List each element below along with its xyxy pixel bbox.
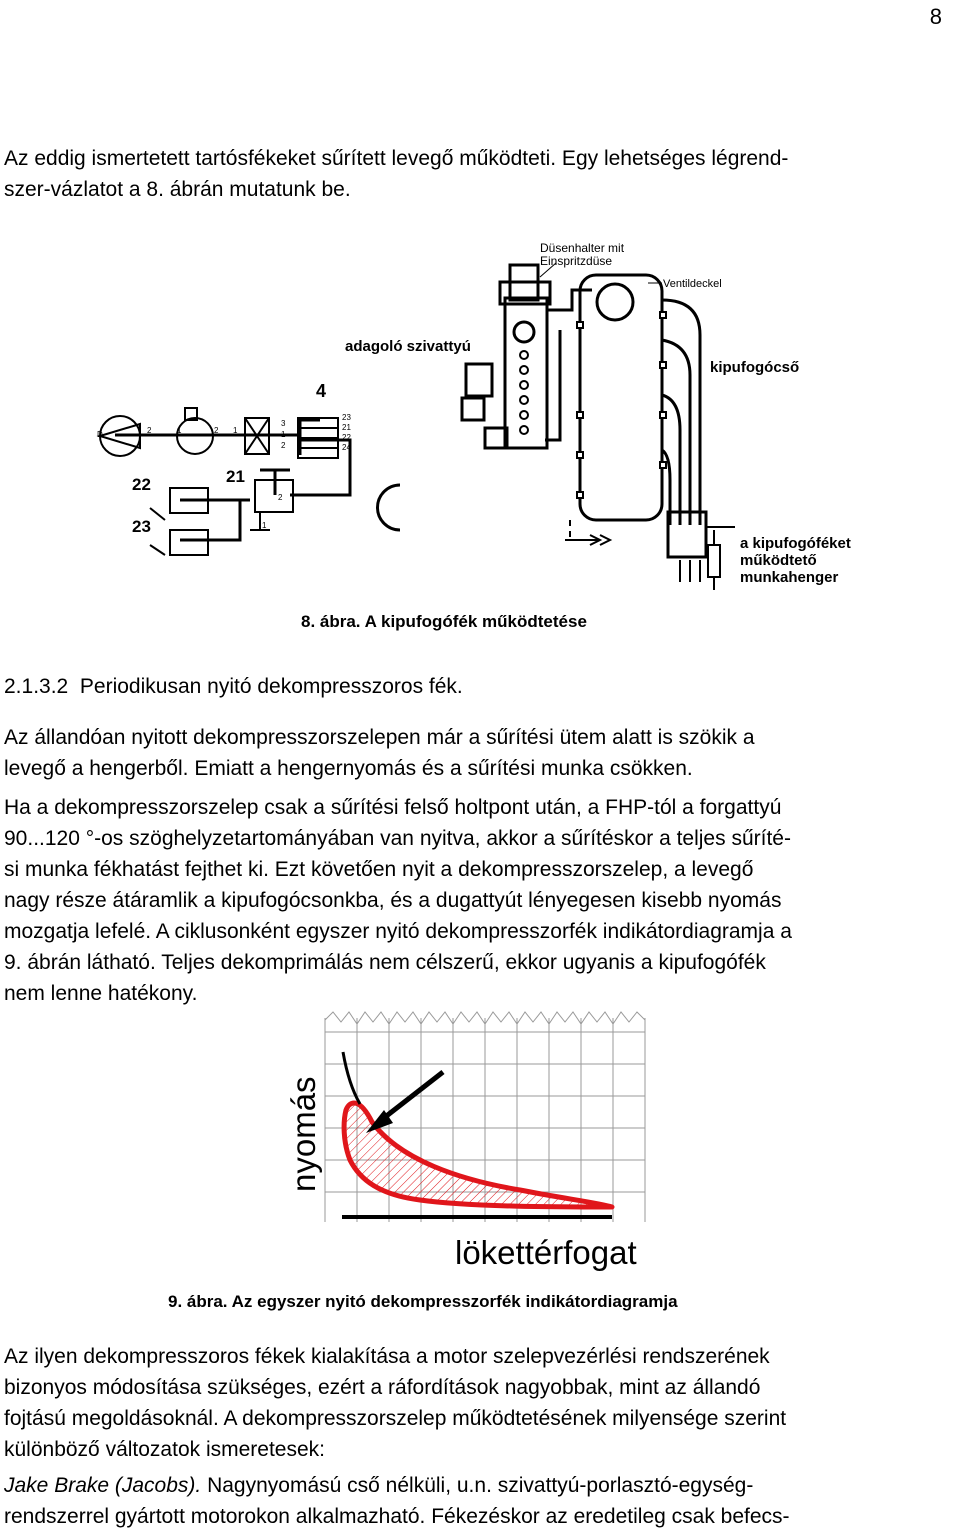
figure-8-diagram [88,232,888,592]
small-label: 1 [262,521,267,530]
text-line [4,1470,956,1501]
paragraph-3 [4,1341,956,1465]
text-line: mozgatja lefelé. A ciklusonként egyszer nyitó dekompresszorfék indikátordiagramja a [4,920,792,943]
page-number: 8 [929,4,942,29]
section-number: 2.1.3.2 [4,675,69,698]
term-jake-brake: Jake Brake (Jacobs). [4,1474,202,1497]
label-23: 23 [132,517,151,536]
y-axis-label: nyomás [285,1076,322,1192]
label-munkahenger-2: működtető [740,552,817,569]
text-line: Az állandóan nyitott dekompresszorszelepen már a sűrítési ütem alatt is szökik a [4,726,755,749]
text-line: különböző változatok ismeretesek: [4,1438,325,1461]
small-label: 1 [177,426,182,435]
engine-port [597,284,633,320]
paragraph-4 [4,1470,956,1532]
small-label: D [97,430,103,439]
text-line: szer-vázlatot a 8. ábrán mutatunk be. [4,178,351,201]
section-title: Periodikusan nyitó dekompresszoros fék. [79,675,463,698]
text-line: nem lenne hatékony. [4,982,198,1005]
small-label: 3 [281,419,286,428]
text-span: Nagynyomású cső nélküli, u.n. szivattyú-porlasztó-egység- [201,1474,754,1497]
section-heading [4,675,463,699]
intro-paragraph [4,143,956,205]
small-label: 2 [214,426,219,435]
text-line: rendszerrel gyártott motorokon alkalmazható. Fékezéskor az eredetileg csak befecs- [4,1505,790,1528]
text-line: bizonyos módosítása szükséges, ezért a ráfordítások nagyobbak, mint az állandó [4,1376,761,1399]
label-22: 22 [132,475,151,494]
text-line: nagy része átáramlik a kipufogócsonkba, és a dugattyút lényegesen kisebb nyomás [4,889,782,912]
text-line: si munka fékhatást fejthet ki. Ezt követően nyit a dekompresszorszelep, a levegő [4,858,754,881]
label-munkahenger-3: munkahenger [740,569,839,586]
label-21: 21 [226,467,245,486]
text-line: Az ilyen dekompresszoros fékek kialakítása a motor szelepvezérlési rendszerének [4,1345,770,1368]
paragraph-1 [4,722,956,784]
x-axis-label: lökettérfogat [455,1234,637,1271]
text-line: fojtású megoldásoknál. A dekompresszorszelep működtetésének milyensége szerint [4,1407,787,1430]
figure-9-caption: 9. ábra. Az egyszer nyitó dekompresszorfék indikátordiagramja [168,1292,678,1311]
text-line: Az eddig ismertetett tartósfékeket sűrített levegő működteti. Egy lehetséges légrend- [4,147,789,170]
small-label: 24 [342,443,351,452]
text-line: 9. ábrán látható. Teljes dekomprimálás nem célszerű, ekkor ugyanis a kipufogófék [4,951,766,974]
label-ventildeckel: Ventildeckel [663,278,722,290]
figure-9-indicator-diagram [270,1005,660,1280]
label-einspritzduese: Einspritzdüse [540,254,613,268]
small-label: 21 [342,423,351,432]
text-line: levegő a hengerből. Emiatt a hengernyomás és a sűrítési munka csökken. [4,757,693,780]
small-label: 23 [342,413,351,422]
small-label: 2 [147,426,152,435]
small-label: 2 [281,441,286,450]
label-4: 4 [316,381,327,401]
engine-block [580,275,662,520]
figure-8-caption: 8. ábra. A kipufogófék működtetése [301,612,587,631]
label-munkahenger-1: a kipufogóféket [740,535,851,552]
label-duesenhalter: Düsenhalter mit [540,241,625,255]
text-line: Ha a dekompresszorszelep csak a sűrítési felső holtpont után, a FHP-tól a forgattyú [4,796,782,819]
small-label: 1 [281,430,286,439]
text-line: 90...120 °-os szöghelyzetartományában van nyitva, akkor a sűrítéskor a teljes sűríté- [4,827,791,850]
label-adagolo-szivattyu: adagoló szivattyú [345,338,471,355]
small-label: 22 [342,433,351,442]
paragraph-2 [4,792,956,1009]
small-label: 1 [233,426,238,435]
small-label: 2 [278,493,283,502]
label-kipufogocso: kipufogócső [710,359,800,376]
